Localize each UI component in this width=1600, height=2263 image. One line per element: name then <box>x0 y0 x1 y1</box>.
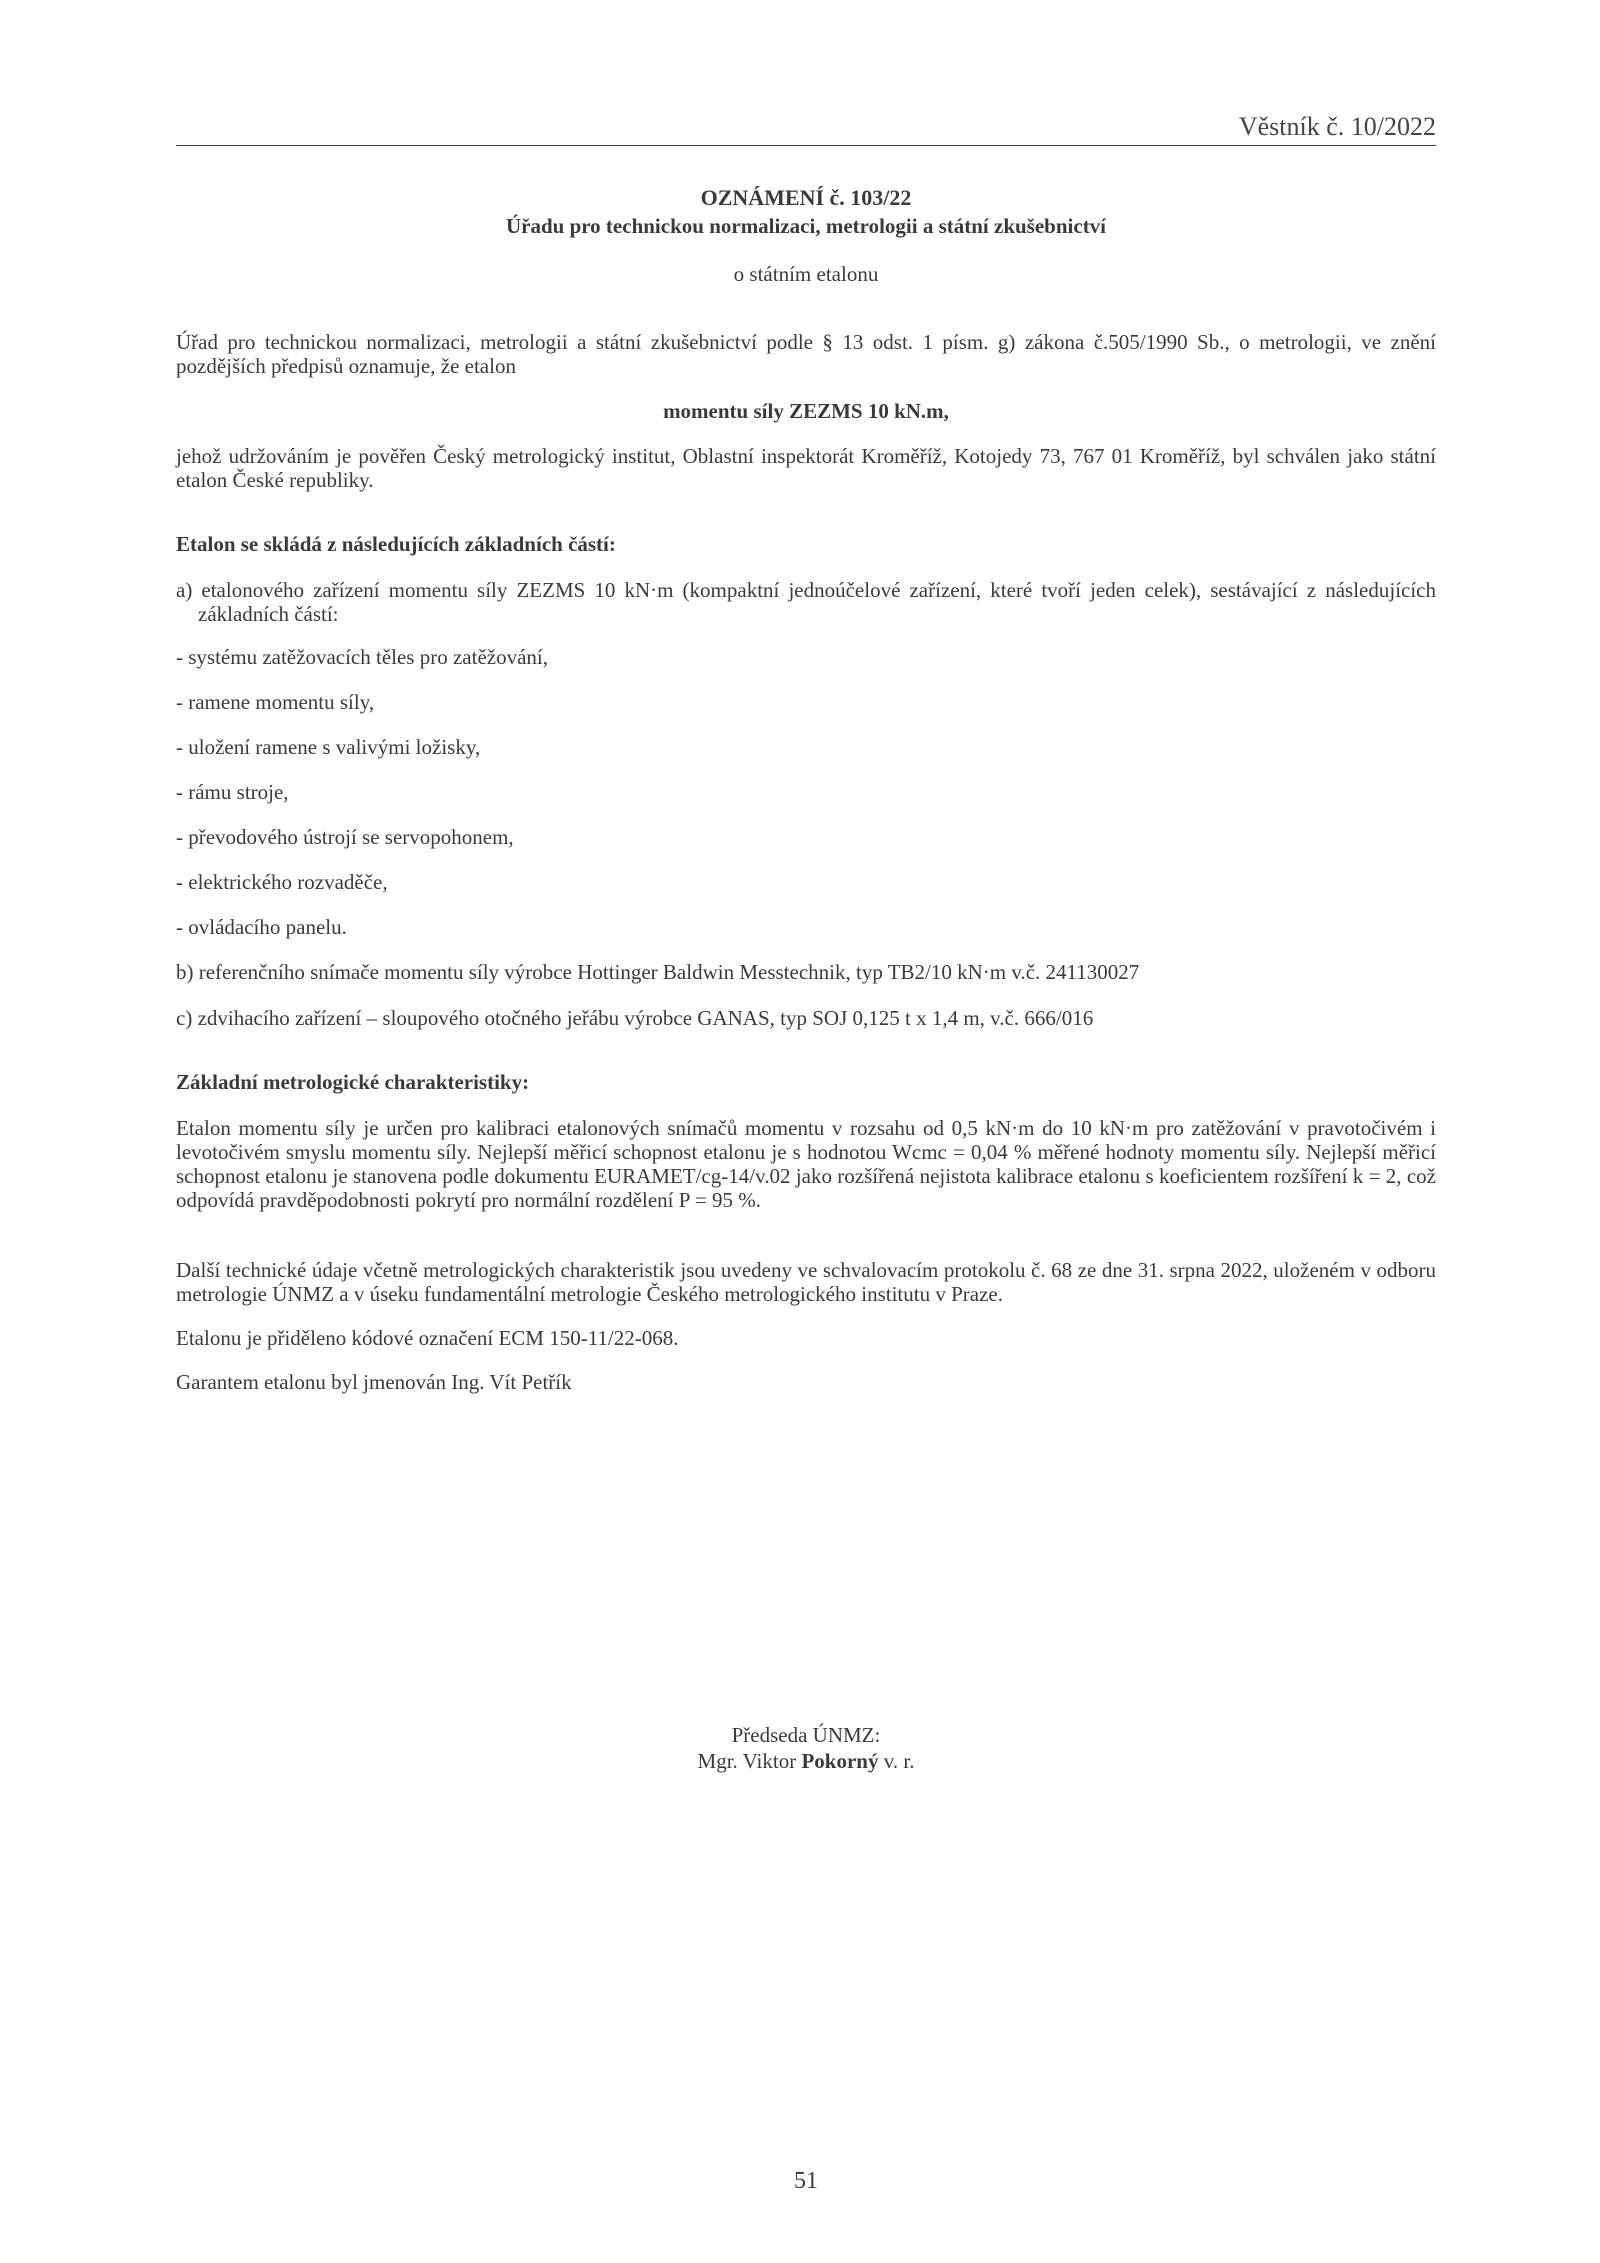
signatory-name-prefix: Mgr. Viktor <box>697 1749 797 1773</box>
composition-item-c: c) zdvihacího zařízení – sloupového otočného jeřábu výrobce GANAS, typ SOJ 0,125 t x 1,4 m, v.č. 666/016 <box>176 1006 1094 1030</box>
announcement-subject: o státním etalonu <box>733 262 879 286</box>
composition-subitem: - uložení ramene s valivými ložisky, <box>176 735 481 759</box>
composition-subitem: - elektrického rozvaděče, <box>176 870 388 894</box>
announcement-title: OZNÁMENÍ č. 103/22 <box>700 185 912 210</box>
composition-item-b: b) referenčního snímače momentu síly výrobce Hottinger Baldwin Messtechnik, typ TB2/10 kN·m v.č. 241130027 <box>176 960 1140 984</box>
guarantor-paragraph: Garantem etalonu byl jmenován Ing. Vít Petřík <box>176 1370 572 1394</box>
page-number: 51 <box>794 2168 818 2194</box>
composition-heading: Etalon se skládá z následujících základních částí: <box>176 532 616 556</box>
title-block <box>176 184 1436 287</box>
signatory-role: Předseda ÚNMZ: <box>731 1723 881 1747</box>
signatory-surname: Pokorný <box>801 1749 879 1773</box>
etalon-name: momentu síly ZEZMS 10 kN.m, <box>663 399 949 423</box>
authority-name: Úřadu pro technickou normalizaci, metrologii a státní zkušebnictví <box>505 214 1107 238</box>
approval-paragraph: jehož udržováním je pověřen Český metrologický institut, Oblastní inspektorát Kroměříž, Kotojedy 73, 767 01 Kroměříž, byl schválen jako státní etalon České republiky. <box>176 444 1436 492</box>
code-paragraph: Etalonu je přiděleno kódové označení ECM 150-11/22-068. <box>176 1326 679 1350</box>
additional-info-paragraph: Další technické údaje včetně metrologických charakteristik jsou uvedeny ve schvalovacím protokolu č. 68 ze dne 31. srpna 2022, uloženém v odboru metrologie ÚNMZ a v úseku fundamentální metrologie Českého metrologického institutu v Praze. <box>176 1258 1436 1306</box>
signature-block <box>176 1722 1436 1774</box>
composition-subitem: - ramene momentu síly, <box>176 690 375 714</box>
intro-paragraph: Úřad pro technickou normalizaci, metrologii a státní zkušebnictví podle § 13 odst. 1 písm. g) zákona č.505/1990 Sb., o metrologii, ve znění pozdějších předpisů oznamuje, že etalon <box>176 330 1436 378</box>
header-rule <box>176 145 1436 146</box>
composition-subitem: - systému zatěžovacích těles pro zatěžování, <box>176 645 548 669</box>
composition-subitem: - rámu stroje, <box>176 780 289 804</box>
characteristics-heading: Základní metrologické charakteristiky: <box>176 1070 530 1094</box>
composition-subitem: - převodového ústrojí se servopohonem, <box>176 825 514 849</box>
signatory-name <box>176 1748 1436 1774</box>
characteristics-paragraph: Etalon momentu síly je určen pro kalibraci etalonových snímačů momentu v rozsahu od 0,5 kN·m do 10 kN·m pro zatěžování v pravotočivém i levotočivém smyslu momentu síly. Nejlepší měřicí schopnost etalonu je s hodnotou Wcmc = 0,04 % měřené hodnoty momentu síly. Nejlepší měřicí schopnost etalonu je stanovena podle dokumentu EURAMET/cg-14/v.02 jako rozšířená nejistota kalibrace etalonu s koeficientem rozšíření k = 2, což odpovídá pravděpodobnosti pokrytí pro normální rozdělení P = 95 %. <box>176 1116 1436 1212</box>
running-head: Věstník č. 10/2022 <box>1238 112 1436 141</box>
signatory-name-suffix: v. r. <box>883 1749 915 1773</box>
composition-item-a: a) etalonového zařízení momentu síly ZEZMS 10 kN·m (kompaktní jednoúčelové zařízení, které tvoří jeden celek), sestávající z následujících základních částí: <box>176 578 1436 626</box>
composition-subitem: - ovládacího panelu. <box>176 915 347 939</box>
document-body <box>176 330 1436 1394</box>
